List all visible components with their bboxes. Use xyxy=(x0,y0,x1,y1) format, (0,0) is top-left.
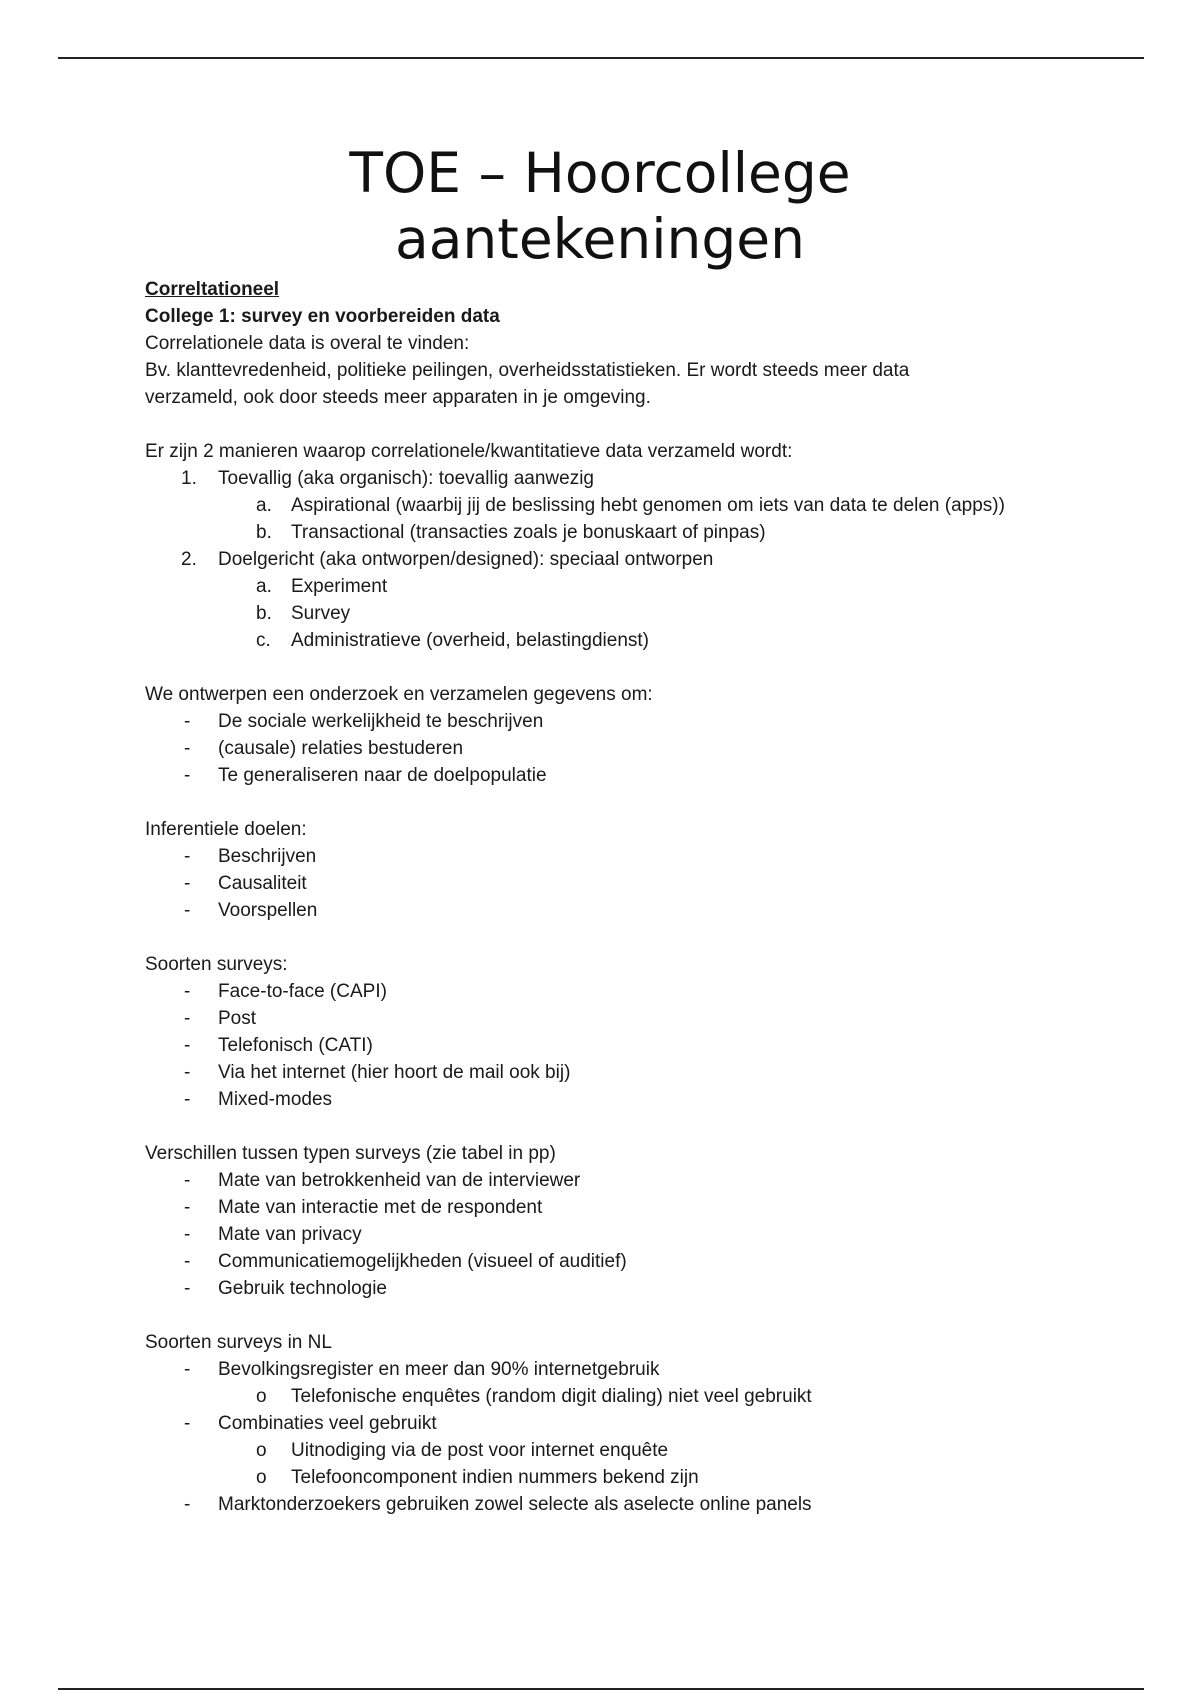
list-item-text: Mate van privacy xyxy=(218,1224,362,1245)
list-item xyxy=(145,897,1145,924)
list-item xyxy=(145,762,1145,789)
nl-intro: Soorten surveys in NL xyxy=(145,1332,332,1353)
ways-list xyxy=(145,465,1145,654)
sub-list-item-text: Transactional (transacties zoals je bonuskaart of pinpas) xyxy=(291,522,766,543)
sub-list-item-text: Telefonische enquêtes (random digit dialing) niet veel gebruikt xyxy=(291,1386,812,1407)
list-item-text: Causaliteit xyxy=(218,873,307,894)
intro-line-2: Bv. klanttevredenheid, politieke peilingen, overheidsstatistieken. Er wordt steeds meer data xyxy=(145,360,910,381)
survey-types-list xyxy=(145,978,1145,1113)
sub-list-item-text: Survey xyxy=(291,603,351,624)
list-item xyxy=(145,708,1145,735)
dash-marker: - xyxy=(184,1035,191,1056)
goals-intro: Inferentiele doelen: xyxy=(145,819,307,840)
dash-marker: - xyxy=(184,738,191,759)
list-item-text: Marktonderzoekers gebruiken zowel selecte als aselecte online panels xyxy=(218,1494,812,1515)
dash-marker: - xyxy=(184,1278,191,1299)
list-item-text: Communicatiemogelijkheden (visueel of auditief) xyxy=(218,1251,627,1272)
dash-marker: - xyxy=(184,711,191,732)
list-marker: 2. xyxy=(181,549,197,570)
dash-marker: - xyxy=(184,900,191,921)
list-item xyxy=(145,1275,1145,1302)
sub-list-item-text: Administratieve (overheid, belastingdienst) xyxy=(291,630,650,651)
survey-types-intro: Soorten surveys: xyxy=(145,954,288,975)
list-item xyxy=(145,1356,1145,1410)
list-item xyxy=(145,870,1145,897)
dash-marker: - xyxy=(184,1494,191,1515)
list-item-text: Face-to-face (CAPI) xyxy=(218,981,387,1002)
section-heading: Correltationeel xyxy=(145,279,280,300)
list-item xyxy=(145,1491,1145,1518)
list-item-text: Mixed-modes xyxy=(218,1089,333,1110)
list-item xyxy=(145,1167,1145,1194)
list-item-text: Mate van interactie met de respondent xyxy=(218,1197,543,1218)
list-item-text: (causale) relaties bestuderen xyxy=(218,738,464,759)
dash-marker: - xyxy=(184,1008,191,1029)
list-item-text: Via het internet (hier hoort de mail ook bij) xyxy=(218,1062,571,1083)
title-line-2: aantekeningen xyxy=(394,207,805,271)
dash-marker: - xyxy=(184,1062,191,1083)
differences-list xyxy=(145,1167,1145,1302)
list-item xyxy=(145,1410,1145,1491)
list-item-text: De sociale werkelijkheid te beschrijven xyxy=(218,711,544,732)
dash-marker: - xyxy=(184,1359,191,1380)
list-item-text: Post xyxy=(218,1008,257,1029)
circle-marker: o xyxy=(256,1467,267,1488)
list-marker: a. xyxy=(256,495,272,516)
list-item-text: Doelgericht (aka ontworpen/designed): speciaal ontworpen xyxy=(218,549,714,570)
list-item xyxy=(145,978,1145,1005)
list-item-text: Telefonisch (CATI) xyxy=(218,1035,373,1056)
differences-intro: Verschillen tussen typen surveys (zie tabel in pp) xyxy=(145,1143,556,1164)
dash-marker: - xyxy=(184,1089,191,1110)
list-marker: b. xyxy=(256,603,272,624)
list-marker: b. xyxy=(256,522,272,543)
list-item-text: Beschrijven xyxy=(218,846,317,867)
list-item xyxy=(145,465,1145,546)
sub-list-item xyxy=(218,600,1145,627)
circle-marker: o xyxy=(256,1386,267,1407)
list-item xyxy=(145,546,1145,654)
dash-marker: - xyxy=(184,1170,191,1191)
document-body xyxy=(145,276,1145,1518)
list-item-text: Bevolkingsregister en meer dan 90% internetgebruik xyxy=(218,1359,660,1380)
list-item-text: Te generaliseren naar de doelpopulatie xyxy=(218,765,547,786)
list-item xyxy=(145,1194,1145,1221)
sub-list-item xyxy=(218,627,1145,654)
dash-marker: - xyxy=(184,765,191,786)
list-marker: a. xyxy=(256,576,272,597)
dash-marker: - xyxy=(184,1251,191,1272)
list-item xyxy=(145,1032,1145,1059)
list-item xyxy=(145,843,1145,870)
intro-line-1: Correlationele data is overal te vinden: xyxy=(145,333,470,354)
sub-list-item-text: Aspirational (waarbij jij de beslissing hebt genomen om iets van data te delen (apps)) xyxy=(291,495,1005,516)
document-title xyxy=(0,140,1200,272)
sub-list xyxy=(218,1437,1145,1491)
list-marker: c. xyxy=(256,630,271,651)
sub-list-item xyxy=(218,1437,1145,1464)
dash-marker: - xyxy=(184,846,191,867)
title-line-1: TOE – Hoorcollege xyxy=(349,141,851,205)
purpose-list xyxy=(145,708,1145,789)
nl-list xyxy=(145,1356,1145,1518)
list-item xyxy=(145,1059,1145,1086)
sub-list xyxy=(218,573,1145,654)
dash-marker: - xyxy=(184,873,191,894)
sub-list xyxy=(218,492,1145,546)
sub-list-item xyxy=(218,1464,1145,1491)
list-item xyxy=(145,735,1145,762)
dash-marker: - xyxy=(184,1224,191,1245)
list-item xyxy=(145,1086,1145,1113)
sub-list-item xyxy=(218,1383,1145,1410)
list-item-text: Voorspellen xyxy=(218,900,318,921)
list-item-text: Combinaties veel gebruikt xyxy=(218,1413,437,1434)
sub-list-item xyxy=(218,573,1145,600)
list-item-text: Gebruik technologie xyxy=(218,1278,387,1299)
sub-list-item-text: Telefooncomponent indien nummers bekend zijn xyxy=(291,1467,699,1488)
sub-list-item xyxy=(218,492,1145,519)
bottom-rule xyxy=(58,1688,1144,1690)
list-item-text: Toevallig (aka organisch): toevallig aanwezig xyxy=(218,468,594,489)
list-item-text: Mate van betrokkenheid van de interviewer xyxy=(218,1170,581,1191)
list-item xyxy=(145,1221,1145,1248)
sub-list-item-text: Uitnodiging via de post voor internet enquête xyxy=(291,1440,669,1461)
sub-list-item-text: Experiment xyxy=(291,576,388,597)
dash-marker: - xyxy=(184,1413,191,1434)
purpose-intro: We ontwerpen een onderzoek en verzamelen gegevens om: xyxy=(145,684,653,705)
sub-list xyxy=(218,1383,1145,1410)
circle-marker: o xyxy=(256,1440,267,1461)
dash-marker: - xyxy=(184,981,191,1002)
intro-line-3: verzameld, ook door steeds meer apparaten in je omgeving. xyxy=(145,387,651,408)
college-heading: College 1: survey en voorbereiden data xyxy=(145,306,500,327)
list-item xyxy=(145,1005,1145,1032)
ways-intro: Er zijn 2 manieren waarop correlationele/kwantitatieve data verzameld wordt: xyxy=(145,441,793,462)
dash-marker: - xyxy=(184,1197,191,1218)
list-item xyxy=(145,1248,1145,1275)
goals-list xyxy=(145,843,1145,924)
sub-list-item xyxy=(218,519,1145,546)
list-marker: 1. xyxy=(181,468,197,489)
top-rule xyxy=(58,57,1144,59)
